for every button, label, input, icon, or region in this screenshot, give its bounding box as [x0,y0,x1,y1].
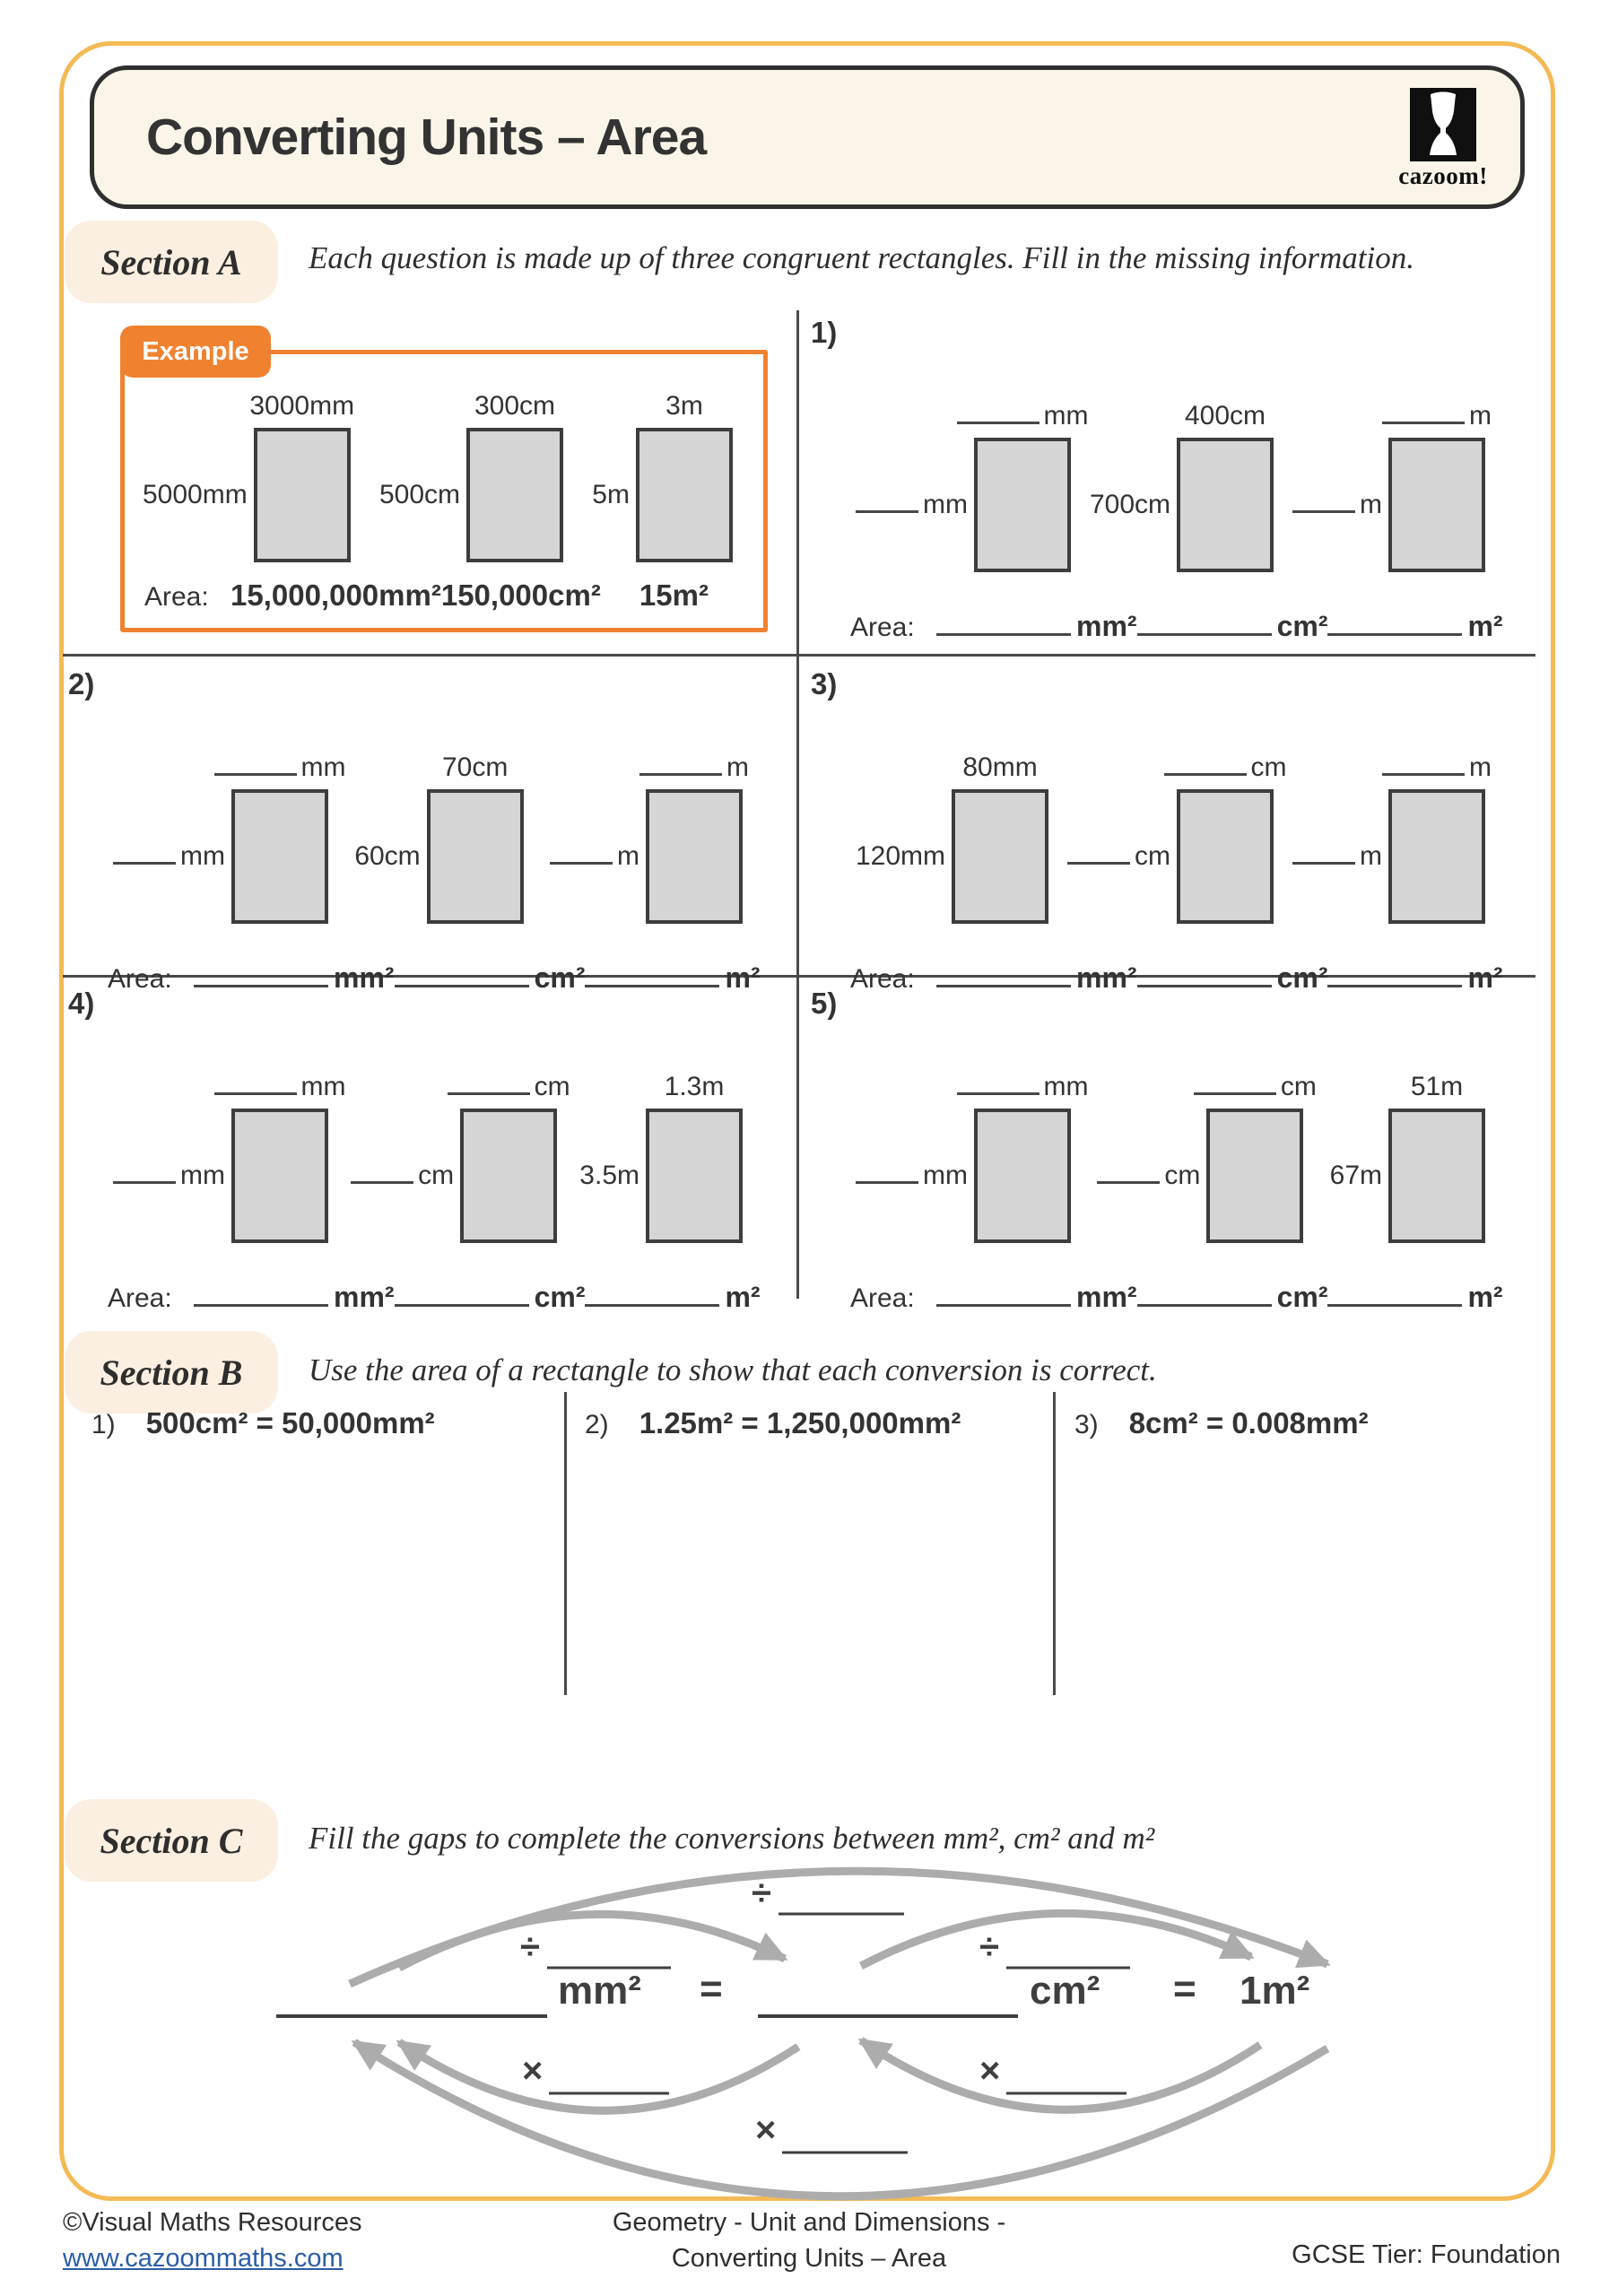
example-rects [125,381,763,562]
question-1 [811,316,1521,643]
rectangle-shape [427,789,524,924]
rectangle-shape [646,1109,743,1243]
question-rects [811,391,1521,572]
dimension-value: 400cm [1184,401,1266,430]
rect-width-label [442,752,508,789]
equals-sign: = [700,1967,723,2011]
rect-height-label: 5m [592,480,630,509]
question-4 [68,987,779,1314]
problem-statement: 8cm² = 0.008mm² [1128,1406,1369,1439]
dimension-unit: cm [1280,1072,1317,1101]
rectangle-shape [1388,789,1485,924]
conversion-diagram [170,1858,1489,2235]
dimension-unit: m [726,752,749,782]
problem-statement: 1.25m² = 1,250,000mm² [639,1406,961,1439]
section-b-problem-1 [91,1406,435,1440]
example-area-row [125,578,763,613]
question-rects [68,1062,779,1243]
question-3 [811,667,1521,995]
area-answer [1137,610,1328,643]
dimension-value: 1.3m [664,1072,725,1101]
section-a-instruction: Each question is made up of three congruent rectangles. Fill in the missing information. [309,240,1414,275]
dimension-unit: cm [1164,1161,1201,1190]
dimension-value: 60cm [354,841,421,871]
dimension-unit: m [617,841,639,871]
rectangle-shape [1388,438,1485,572]
rect-height-label [1097,1161,1206,1191]
dimension-unit: mm [180,1161,225,1190]
dimension-unit: m [1468,752,1492,782]
rect-height-label [856,1161,974,1191]
area-label: Area: [850,613,915,642]
rect-width-label [957,1072,1089,1109]
area-unit: mm² [1076,610,1137,642]
question-rects [811,743,1521,924]
section-b-problem-3 [1074,1406,1369,1440]
multiply-label-right: × [979,2051,1001,2091]
answer-blank [395,1304,529,1307]
rect-height-label [351,1161,460,1191]
area-unit: cm² [534,1281,586,1313]
dimension-value: 80mm [962,752,1038,782]
dimension-value: 51m [1410,1072,1464,1101]
rect-group [856,1062,1089,1243]
area-answer [936,610,1137,643]
rect-width-label [1194,1072,1317,1109]
rect-group [550,743,749,924]
answer-blank [1382,773,1465,776]
dimension-unit: mm [923,490,968,519]
area-answer [936,1281,1137,1314]
rect-width-label: 3000mm [249,391,355,421]
area-unit: m² [1467,961,1503,994]
mm2-unit: mm² [558,1969,641,2013]
rect-width-label [214,1072,346,1109]
answer-blank [1097,1181,1160,1184]
rect-width-label: 3m [665,391,703,421]
website-link[interactable]: www.cazoommaths.com [63,2244,344,2273]
area-label: Area: [108,964,172,994]
section-b-divider-2 [1053,1392,1056,1695]
rect-group [1330,1062,1485,1243]
rectangle-shape [231,1109,328,1243]
section-b-instruction: Use the area of a rectangle to show that each conversion is correct. [309,1352,1157,1387]
area-unit: cm² [1276,1281,1328,1313]
area-unit: mm² [334,961,395,994]
rectangle-shape [636,428,733,562]
section-b-problem-2 [585,1406,961,1440]
rect-group [1292,391,1492,572]
rect-height-label [1330,1161,1388,1191]
rectangle-shape [1177,438,1274,572]
dimension-unit: cm [534,1072,570,1101]
footer-topic-line1: Geometry - Unit and Dimensions - [612,2208,1006,2237]
dimension-unit: mm [1043,1072,1089,1101]
answer-blank [856,510,918,513]
rect-width-label [1382,752,1492,789]
question-2 [68,667,779,995]
area-answer [1327,1281,1502,1314]
dimension-value: 70cm [441,752,509,782]
question-rects [811,1062,1521,1243]
cazoom-logo [1389,88,1497,190]
rect-group [354,743,523,924]
rect-group [379,381,563,562]
rect-group [592,381,733,562]
rect-group [856,743,1048,924]
answer-blank [113,1181,176,1184]
dimension-value: 67m [1329,1161,1382,1190]
dimension-unit: cm [418,1161,455,1190]
question-rects [68,743,779,924]
rect-group [1097,1062,1317,1243]
footer-topic-line2: Converting Units – Area [671,2244,947,2273]
rect-height-label [1292,490,1388,520]
dimension-value: 3.5m [579,1161,639,1190]
answer-blank [214,773,297,776]
rect-group [1067,743,1287,924]
area-unit: cm² [1276,961,1328,994]
answer-blank [448,1092,530,1095]
rect-width-label [1382,401,1492,438]
question-number: 1) [811,316,838,349]
multiply-arrow-big [354,2042,1327,2196]
rect-height-label [354,841,426,872]
section-a-row-divider-1 [63,654,1535,657]
worksheet-header [90,65,1525,209]
rect-width-label [214,752,346,789]
area-unit: m² [1467,610,1503,642]
example-area-value: 15,000,000mm² [231,578,441,612]
question-area-row [811,1281,1521,1314]
answer-blank [936,633,1071,636]
rectangle-shape [952,789,1048,924]
area-answer [1327,610,1502,643]
rect-height-label [856,841,952,872]
rectangle-shape [646,789,743,924]
answer-blank [550,862,613,865]
answer-blank [1137,1304,1272,1307]
rect-height-label: 500cm [378,480,461,509]
dimension-unit: cm [1135,841,1171,871]
area-label: Area: [144,582,209,612]
problem-number: 3) [1074,1410,1099,1439]
answer-blank [113,862,176,865]
dimension-unit: mm [300,752,346,782]
area-unit: mm² [1076,1281,1137,1313]
area-answer [585,1281,760,1314]
rectangle-shape [460,1109,557,1243]
rectangle-shape [1177,789,1274,924]
rect-group [113,1062,346,1243]
answer-blank [1067,862,1130,865]
rect-group [1090,391,1274,572]
area-unit: mm² [334,1281,395,1313]
rect-height-label [1090,490,1177,520]
answer-blank [639,773,722,776]
area-unit: m² [1467,1281,1503,1313]
area-answer [194,1281,395,1314]
rectangle-shape [466,428,563,562]
rect-height-label: 5000mm [143,480,248,509]
dimension-value: 700cm [1089,490,1171,519]
one-m2-value: 1m² [1240,1969,1310,2013]
area-unit: cm² [534,961,586,994]
answer-blank [1382,422,1465,424]
answer-blank [957,422,1040,424]
area-label: Area: [108,1283,172,1313]
answer-blank [856,1181,918,1184]
rectangle-shape [231,789,328,924]
answer-blank [1327,1304,1462,1307]
problem-number: 1) [91,1410,116,1439]
example-tab: Example [120,326,271,378]
rect-width-label [639,752,749,789]
rect-height-label [1292,841,1388,872]
rect-group [1292,743,1492,924]
question-number: 5) [811,987,838,1020]
footer-tier: GCSE Tier: Foundation [1292,2240,1561,2269]
section-b-label: Section B [65,1331,278,1413]
divide-label-top: ÷ [752,1874,771,1913]
dimension-unit: mm [300,1072,346,1101]
equals-sign: = [1173,1967,1196,2011]
section-a-vertical-divider [796,310,799,1299]
footer-center [495,2205,1123,2276]
answer-blank [194,1304,328,1307]
copyright-text: ©Visual Maths Resources [63,2208,362,2237]
rectangle-shape [1388,1109,1485,1243]
example-area-value: 150,000cm² [440,578,601,612]
multiply-label-bottom: × [755,2110,777,2150]
problem-number: 2) [585,1410,609,1439]
answer-blank [1164,773,1247,776]
rect-height-label [579,1161,646,1191]
rect-width-label [1411,1072,1463,1109]
answer-blank [585,1304,719,1307]
rect-group [579,1062,743,1243]
area-unit: m² [725,1281,761,1313]
question-area-row [811,610,1521,643]
question-area-row [68,1281,779,1314]
rect-group [856,391,1089,572]
rect-width-label [1185,401,1266,438]
rect-height-label [856,490,974,520]
page-title: Converting Units – Area [146,109,707,166]
area-label: Area: [850,964,915,994]
dimension-unit: m [1360,490,1382,519]
example-box [120,336,768,632]
rectangle-shape [974,1109,1071,1243]
area-answer [395,1281,586,1314]
rect-group [143,381,355,562]
section-c-label: Section C [65,1799,278,1882]
divide-label-left: ÷ [520,1927,540,1967]
rect-height-label [550,841,646,872]
area-unit: m² [725,961,761,994]
rect-width-label: 300cm [474,391,556,421]
section-a-label: Section A [65,221,278,303]
rect-width-label [448,1072,570,1109]
cazoom-drum-icon [1410,88,1476,161]
area-answer [1137,1281,1328,1314]
rectangle-shape [1206,1109,1303,1243]
example-area-value: 15m² [639,578,709,612]
answer-blank [1327,633,1462,636]
cazoom-logo-text: cazoom! [1398,162,1488,189]
area-label: Area: [850,1283,915,1313]
footer-left [63,2205,362,2276]
problem-statement: 500cm² = 50,000mm² [145,1406,435,1439]
area-unit: mm² [1076,961,1137,994]
section-c-instruction: Fill the gaps to complete the conversions between mm², cm² and m² [309,1821,1155,1856]
area-unit: cm² [1276,610,1328,642]
section-b-divider-1 [564,1392,567,1695]
rectangle-shape [254,428,351,562]
divide-label-right: ÷ [979,1927,999,1967]
dimension-unit: cm [1250,752,1287,782]
divide-arrow-small-left [399,1914,785,1968]
answer-blank [1292,510,1355,513]
answer-blank [351,1181,413,1184]
answer-blank [214,1092,297,1095]
rect-height-label [113,1161,231,1191]
rect-height-label [113,841,231,872]
multiply-label-left: × [522,2051,544,2091]
answer-blank [957,1092,1040,1095]
dimension-unit: m [1359,841,1382,871]
dimension-unit: mm [1043,401,1089,430]
rect-width-label [957,401,1089,438]
cm2-unit: cm² [1030,1969,1100,2013]
dimension-value: 120mm [856,841,946,871]
rectangle-shape [974,438,1071,572]
rect-width-label [665,1072,725,1109]
answer-blank [936,1304,1071,1307]
rect-width-label [962,752,1037,789]
dimension-unit: m [1469,401,1492,430]
question-number: 3) [811,667,838,700]
dimension-unit: mm [180,841,225,871]
dimension-unit: mm [923,1161,968,1190]
answer-blank [1137,633,1272,636]
question-number: 2) [68,667,95,700]
rect-height-label [1067,841,1177,872]
rect-width-label [1164,752,1287,789]
rect-group [351,1062,570,1243]
answer-blank [1194,1092,1276,1095]
multiply-arrow-small-right [861,2040,1260,2109]
question-5 [811,987,1521,1314]
answer-blank [1292,862,1355,865]
rect-group [113,743,346,924]
question-number: 4) [68,987,95,1020]
